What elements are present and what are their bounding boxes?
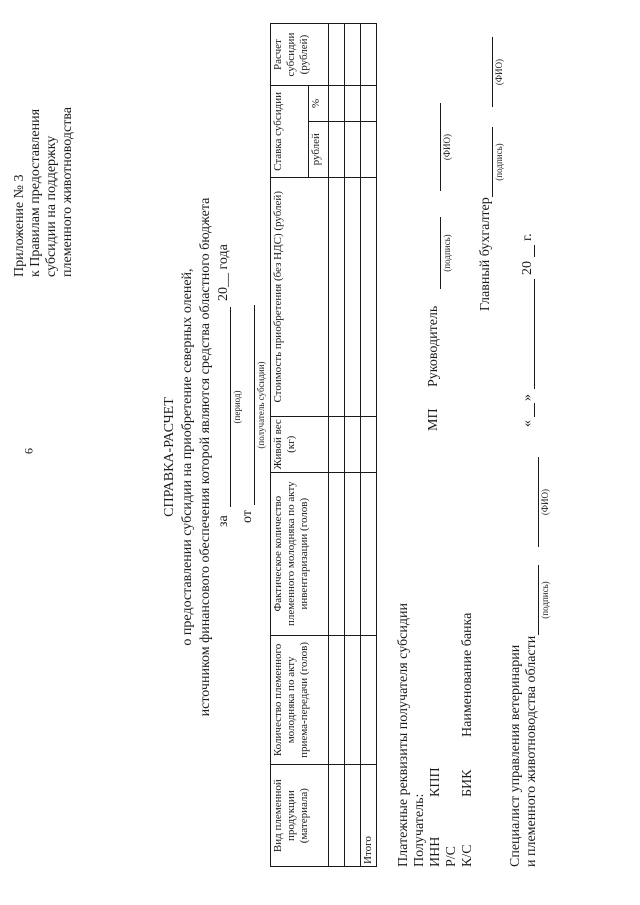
date-close-quote: » bbox=[520, 394, 535, 401]
period-prefix: за bbox=[216, 515, 231, 527]
head-signature-caption: (подпись) bbox=[442, 234, 452, 272]
recipient-prefix: от bbox=[240, 510, 255, 523]
head-fio-caption: (ФИО) bbox=[442, 133, 452, 161]
specialist-signature-caption: (подпись) bbox=[540, 581, 550, 619]
rs-label: Р/С bbox=[444, 845, 459, 867]
stamp-label: МП bbox=[426, 408, 441, 431]
head-signature-line bbox=[440, 217, 441, 289]
col-header-rate: Ставка субсидии bbox=[271, 86, 309, 178]
chief-accountant-fio-line bbox=[492, 37, 493, 107]
document-sheet bbox=[8, 17, 628, 897]
appendix-block bbox=[12, 37, 76, 277]
specialist-fio-caption: (ФИО) bbox=[540, 488, 550, 516]
table-row bbox=[345, 24, 361, 867]
col-header-rate-pct: % bbox=[309, 86, 329, 122]
appendix-line-1: Приложение № 3 bbox=[12, 174, 27, 277]
date-year-prefix: 20 bbox=[520, 261, 535, 275]
chief-accountant-fio-caption: (ФИО) bbox=[494, 58, 504, 86]
period-line bbox=[230, 307, 231, 507]
date-year-line bbox=[534, 245, 535, 257]
requisites-title: Платежные реквизиты получателя субсидии bbox=[396, 603, 411, 867]
period-caption: (период) bbox=[232, 390, 242, 424]
document-title: СПРАВКА-РАСЧЕТ bbox=[162, 397, 177, 517]
bank-name-label: Наименование банка bbox=[460, 612, 475, 737]
recipient-label: Получатель: bbox=[412, 793, 427, 867]
col-header-cost: Стоимость приобретения (без НДС) (рублей) bbox=[271, 177, 329, 416]
appendix-line-3: субсидии на поддержку bbox=[44, 135, 59, 277]
date-day-line bbox=[534, 403, 535, 417]
bik-label: БИК bbox=[460, 769, 475, 797]
recipient-line bbox=[254, 305, 255, 505]
period-year: 20__ года bbox=[216, 244, 231, 301]
table-total-row bbox=[361, 24, 377, 867]
chief-accountant-signature-caption: (подпись) bbox=[494, 143, 504, 181]
kpp-label: КПП bbox=[428, 767, 443, 797]
col-header-quantity-inventory: Фактическое количество племенного молодняка по акту инвентаризации (голов) bbox=[271, 472, 329, 635]
chief-accountant-signature-line bbox=[492, 127, 493, 197]
inn-label: ИНН bbox=[428, 836, 443, 867]
specialist-signature-line bbox=[538, 565, 539, 635]
document-subtitle-2: источником финансового обеспечения которой являются средства областного бюджета bbox=[198, 197, 213, 717]
specialist-label-2: и племенного животноводства области bbox=[524, 635, 539, 867]
specialist-label-1: Специалист управления ветеринарии bbox=[508, 644, 523, 867]
date-open-quote: « bbox=[520, 420, 535, 427]
recipient-caption: (получатель субсидии) bbox=[256, 361, 266, 449]
appendix-line-2: к Правилам предоставления bbox=[28, 108, 43, 277]
head-label: Руководитель bbox=[426, 305, 441, 387]
document-subtitle-1: о предоставлении субсидии на приобретение северных оленей, bbox=[180, 268, 195, 646]
date-month-line bbox=[534, 279, 535, 389]
ks-label: К/С bbox=[460, 844, 475, 867]
chief-accountant-label: Главный бухгалтер bbox=[478, 197, 493, 311]
specialist-fio-line bbox=[538, 457, 539, 547]
date-year-suffix: г. bbox=[520, 233, 535, 241]
col-header-product: Вид племенной продукции (материала) bbox=[271, 765, 329, 867]
col-header-live-weight: Живой вес (кг) bbox=[271, 416, 329, 472]
head-fio-line bbox=[440, 103, 441, 191]
appendix-line-4: племенного животноводства bbox=[60, 107, 75, 277]
total-label: Итого bbox=[361, 765, 377, 867]
table-row bbox=[329, 24, 345, 867]
col-header-quantity-act: Количество племенного молодняка по акту приема-передачи (голов) bbox=[271, 635, 329, 765]
col-header-rate-rub: рублей bbox=[309, 121, 329, 177]
col-header-calculation: Расчет субсидии (рублей) bbox=[271, 24, 329, 86]
subsidy-table bbox=[270, 23, 377, 867]
